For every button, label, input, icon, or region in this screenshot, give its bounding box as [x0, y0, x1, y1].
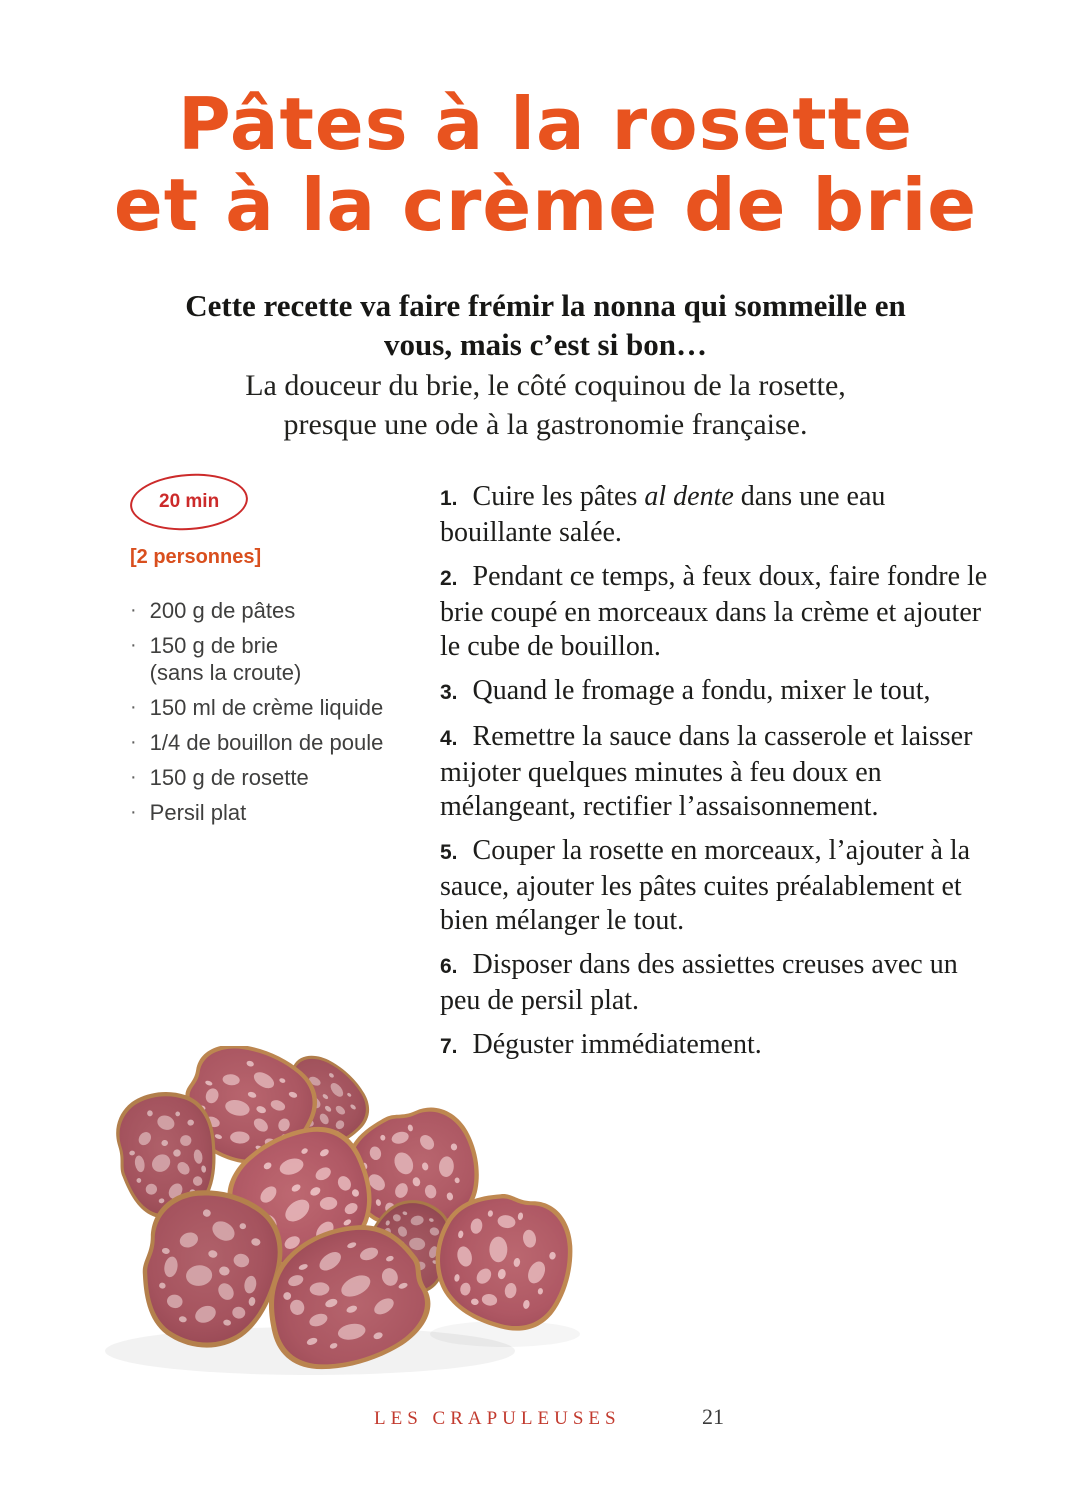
- step-text: Couper la rosette en morceaux, l’ajouter à la sauce, ajouter les pâtes cuites préalablement et bien mélanger le tout.: [440, 835, 971, 936]
- ingredient-item: [130, 729, 425, 756]
- ingredient-item: [130, 632, 425, 686]
- ingredient-item: [130, 799, 425, 826]
- intro-subtitle: La douceur du brie, le côté coquinou de la rosette, presque une ode à la gastronomie française.: [245, 369, 846, 441]
- bullet-icon: ·: [130, 731, 137, 753]
- bullet-icon: ·: [130, 634, 137, 656]
- ingredient-item: [130, 764, 425, 791]
- step-number: 5.: [440, 841, 458, 864]
- step-item: [440, 480, 992, 550]
- ingredient-text: Persil plat: [149, 800, 247, 825]
- ingredient-item: [130, 597, 425, 624]
- step-item: [440, 674, 992, 710]
- bullet-icon: ·: [130, 696, 137, 718]
- steps-list: [440, 480, 992, 1074]
- rosette-salami-photo: [85, 1046, 645, 1384]
- intro-lead: Cette recette va faire frémir la nonna qui sommeille en vous, mais c’est si bon…: [185, 288, 906, 362]
- recipe-meta-column: [130, 474, 425, 834]
- ingredient-text: 150 g de brie (sans la croute): [149, 633, 302, 685]
- time-badge: [128, 470, 250, 534]
- step-number: 3.: [440, 681, 458, 704]
- step-text: Déguster immédiatement.: [472, 1029, 762, 1060]
- bullet-icon: ·: [130, 766, 137, 788]
- ingredient-text: 150 g de rosette: [149, 765, 309, 790]
- bullet-icon: ·: [130, 801, 137, 823]
- step-number: 1.: [440, 487, 458, 510]
- step-text: Pendant ce temps, à feux doux, faire fondre le brie coupé en morceaux dans la crème et ajouter le cube de bouillon.: [440, 561, 988, 662]
- step-item: [440, 720, 992, 824]
- page-title-line1: Pâtes à la rosette: [178, 82, 913, 166]
- step-text: Remettre la sauce dans la casserole et laisser mijoter quelques minutes à feu doux en mélangeant, rectifier l’assaisonnement.: [440, 721, 973, 822]
- step-number: 6.: [440, 955, 458, 978]
- page-title-line2: et à la crème de brie: [113, 163, 978, 247]
- ingredient-text: 1/4 de bouillon de poule: [149, 730, 384, 755]
- ingredient-text: 150 ml de crème liquide: [149, 695, 384, 720]
- ingredients-list: [130, 597, 425, 826]
- step-number: 7.: [440, 1035, 458, 1058]
- footer-collection-title: LES CRAPULEUSES: [374, 1408, 621, 1429]
- bullet-icon: ·: [130, 599, 137, 621]
- step-text: Cuire les pâtes al dente dans une eau bouillante salée.: [440, 481, 886, 548]
- step-item: [440, 948, 992, 1018]
- step-number: 2.: [440, 567, 458, 590]
- step-number: 4.: [440, 727, 458, 750]
- ingredient-text: 200 g de pâtes: [149, 598, 296, 623]
- servings-label: [2 personnes]: [130, 546, 262, 568]
- time-label: 20 min: [158, 491, 220, 513]
- footer-page-number: 21: [702, 1404, 724, 1429]
- step-item: [440, 560, 992, 664]
- step-item: [440, 834, 992, 938]
- page-title: [0, 84, 1091, 246]
- step-text: Quand le fromage a fondu, mixer le tout,: [472, 675, 931, 706]
- ingredient-item: [130, 694, 425, 721]
- step-text: Disposer dans des assiettes creuses avec un peu de persil plat.: [440, 949, 958, 1016]
